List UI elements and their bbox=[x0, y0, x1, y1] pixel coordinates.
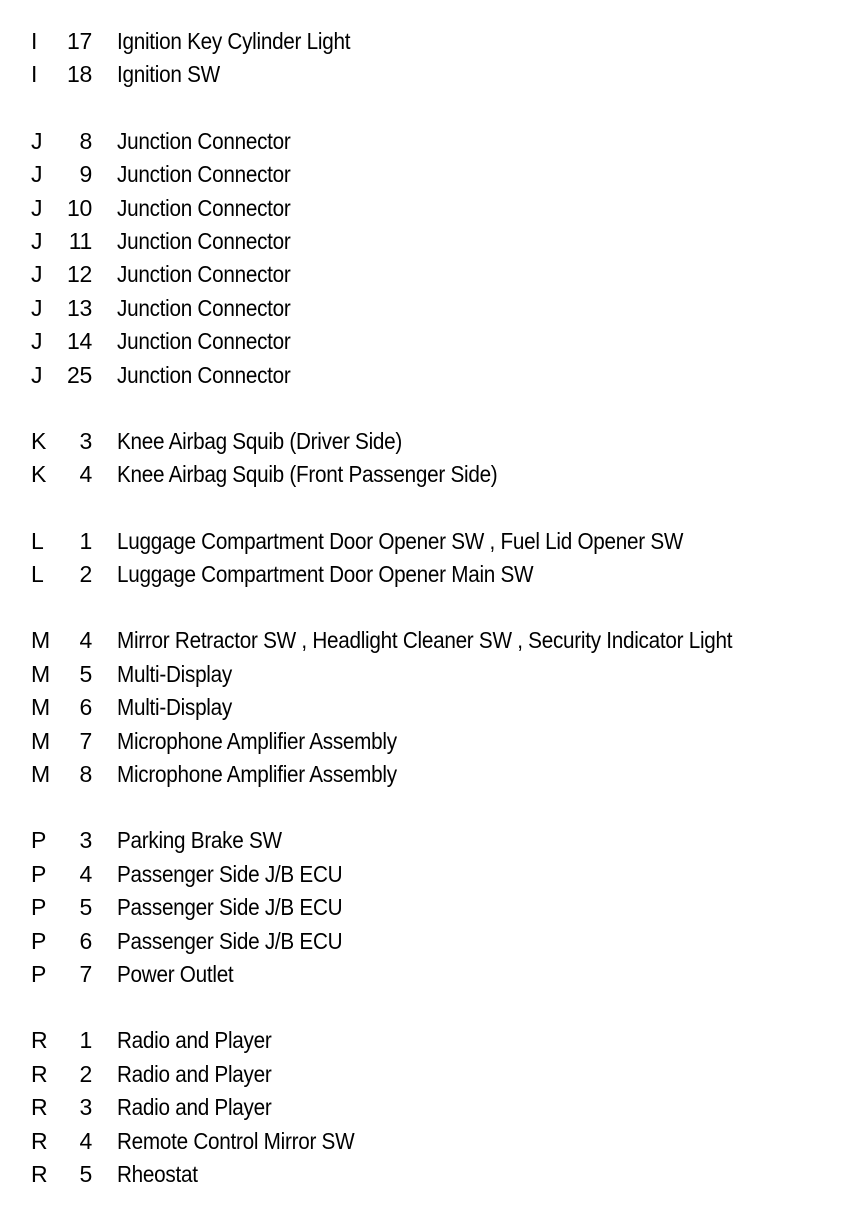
connector-number: 7 bbox=[79, 960, 92, 987]
connector-row bbox=[0, 1158, 864, 1191]
connector-row bbox=[0, 425, 864, 458]
connector-letter: K bbox=[31, 461, 47, 488]
connector-row bbox=[0, 958, 864, 991]
connector-row bbox=[0, 624, 864, 657]
connector-name: Power Outlet bbox=[117, 960, 234, 987]
connector-letter: R bbox=[31, 1094, 48, 1121]
connector-row bbox=[0, 359, 864, 392]
connector-number: 7 bbox=[79, 727, 92, 754]
connector-letter: R bbox=[31, 1027, 48, 1054]
connector-name: Passenger Side J/B ECU bbox=[117, 927, 343, 954]
connector-letter: P bbox=[31, 827, 47, 854]
connector-number: 11 bbox=[68, 227, 92, 254]
connector-name: Junction Connector bbox=[117, 161, 291, 188]
connector-name: Remote Control Mirror SW bbox=[117, 1127, 355, 1154]
connector-name: Multi-Display bbox=[117, 660, 232, 687]
connector-number: 18 bbox=[67, 61, 92, 88]
connector-name: Passenger Side J/B ECU bbox=[117, 860, 343, 887]
connector-number: 25 bbox=[67, 361, 92, 388]
connector-group bbox=[0, 125, 864, 392]
connector-number: 3 bbox=[79, 827, 92, 854]
connector-row bbox=[0, 891, 864, 924]
connector-number: 4 bbox=[79, 627, 92, 654]
connector-name: Microphone Amplifier Assembly bbox=[117, 727, 397, 754]
connector-name: Junction Connector bbox=[117, 127, 291, 154]
connector-row bbox=[0, 925, 864, 958]
connector-name: Junction Connector bbox=[117, 194, 291, 221]
connector-letter: J bbox=[31, 127, 43, 154]
connector-number: 3 bbox=[79, 1094, 92, 1121]
connector-row bbox=[0, 658, 864, 691]
connector-letter: I bbox=[31, 28, 38, 54]
connector-number: 10 bbox=[67, 194, 92, 221]
connector-row bbox=[0, 225, 864, 258]
connector-group bbox=[0, 425, 864, 492]
connector-number: 1 bbox=[79, 527, 92, 554]
connector-name: Rheostat bbox=[117, 1160, 198, 1187]
connector-letter: M bbox=[31, 694, 50, 721]
connector-group bbox=[0, 525, 864, 592]
connector-letter: L bbox=[31, 527, 44, 554]
connector-number: 5 bbox=[79, 660, 92, 687]
connector-number: 9 bbox=[79, 161, 92, 188]
connector-number: 2 bbox=[79, 1060, 92, 1087]
connector-letter: M bbox=[31, 761, 50, 788]
connector-letter: J bbox=[31, 294, 43, 321]
connector-letter: J bbox=[31, 328, 43, 355]
connector-row bbox=[0, 558, 864, 591]
connector-row bbox=[0, 1091, 864, 1124]
connector-letter: L bbox=[31, 561, 44, 588]
connector-group bbox=[0, 25, 864, 92]
connector-row bbox=[0, 1058, 864, 1091]
connector-number: 8 bbox=[79, 127, 92, 154]
connector-name: Junction Connector bbox=[117, 261, 291, 288]
connector-row bbox=[0, 58, 864, 91]
connector-name: Junction Connector bbox=[117, 361, 291, 388]
connector-row bbox=[0, 1024, 864, 1057]
connector-number: 4 bbox=[79, 1127, 92, 1154]
connector-group bbox=[0, 624, 864, 791]
connector-row bbox=[0, 758, 864, 791]
connector-row bbox=[0, 725, 864, 758]
connector-letter: P bbox=[31, 894, 47, 921]
connector-number: 8 bbox=[79, 761, 92, 788]
connector-letter: M bbox=[31, 627, 50, 654]
connector-number: 14 bbox=[67, 328, 92, 355]
connector-letter: R bbox=[31, 1060, 48, 1087]
connector-name: Microphone Amplifier Assembly bbox=[117, 761, 397, 788]
connector-number: 4 bbox=[79, 461, 92, 488]
connector-row bbox=[0, 192, 864, 225]
connector-number: 1 bbox=[79, 1027, 92, 1054]
connector-name: Passenger Side J/B ECU bbox=[117, 894, 343, 921]
connector-name: Ignition Key Cylinder Light bbox=[117, 28, 351, 54]
connector-letter: J bbox=[31, 161, 43, 188]
connector-row bbox=[0, 1125, 864, 1158]
connector-name: Ignition SW bbox=[117, 61, 220, 88]
connector-number: 12 bbox=[67, 261, 92, 288]
connector-letter: J bbox=[31, 361, 43, 388]
connector-number: 5 bbox=[79, 1160, 92, 1187]
connector-name: Knee Airbag Squib (Driver Side) bbox=[117, 427, 403, 454]
connector-letter: P bbox=[31, 960, 47, 987]
connector-row bbox=[0, 525, 864, 558]
connector-name: Junction Connector bbox=[117, 328, 291, 355]
connector-name: Mirror Retractor SW , Headlight Cleaner SW , Security Indicator Light bbox=[117, 627, 733, 654]
connector-row bbox=[0, 858, 864, 891]
connector-name: Multi-Display bbox=[117, 694, 232, 721]
connector-row bbox=[0, 258, 864, 291]
connector-name: Luggage Compartment Door Opener SW , Fuel Lid Opener SW bbox=[117, 527, 684, 554]
connector-name: Parking Brake SW bbox=[117, 827, 282, 854]
connector-letter: J bbox=[31, 227, 43, 254]
connector-row bbox=[0, 325, 864, 358]
connector-group bbox=[0, 824, 864, 991]
connector-letter: P bbox=[31, 927, 47, 954]
connector-name: Luggage Compartment Door Opener Main SW bbox=[117, 561, 534, 588]
connector-number: 13 bbox=[67, 294, 92, 321]
connector-number: 5 bbox=[79, 894, 92, 921]
connector-letter: J bbox=[31, 261, 43, 288]
connector-name: Junction Connector bbox=[117, 227, 291, 254]
connector-number: 2 bbox=[79, 561, 92, 588]
connector-name: Radio and Player bbox=[117, 1060, 272, 1087]
connector-name: Radio and Player bbox=[117, 1094, 272, 1121]
connector-number: 6 bbox=[79, 927, 92, 954]
connector-number: 6 bbox=[79, 694, 92, 721]
connector-number: 17 bbox=[67, 28, 92, 54]
connector-letter: J bbox=[31, 194, 43, 221]
connector-letter: P bbox=[31, 860, 47, 887]
connector-number: 3 bbox=[79, 427, 92, 454]
connector-row bbox=[0, 292, 864, 325]
connector-list bbox=[0, 25, 864, 1224]
connector-row bbox=[0, 691, 864, 724]
connector-letter: M bbox=[31, 727, 50, 754]
connector-name: Knee Airbag Squib (Front Passenger Side) bbox=[117, 461, 498, 488]
connector-row bbox=[0, 25, 864, 58]
connector-row bbox=[0, 158, 864, 191]
connector-letter: I bbox=[31, 61, 38, 88]
connector-letter: K bbox=[31, 427, 47, 454]
connector-row bbox=[0, 458, 864, 491]
connector-name: Junction Connector bbox=[117, 294, 291, 321]
connector-number: 4 bbox=[79, 860, 92, 887]
connector-row bbox=[0, 824, 864, 857]
connector-letter: R bbox=[31, 1160, 48, 1187]
connector-group bbox=[0, 1024, 864, 1191]
connector-letter: R bbox=[31, 1127, 48, 1154]
connector-row bbox=[0, 125, 864, 158]
connector-letter: M bbox=[31, 660, 50, 687]
connector-name: Radio and Player bbox=[117, 1027, 272, 1054]
